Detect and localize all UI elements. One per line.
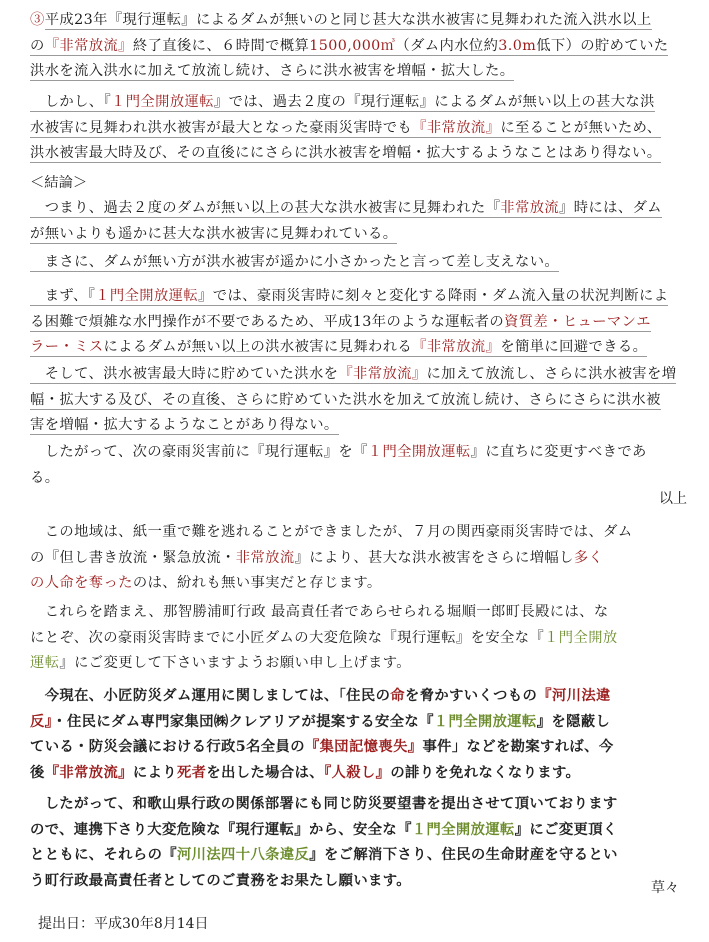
paragraph-conclusion-2: まさに、ダムが無い方が洪水被害が遥かに小さかったと言って差し支えない。 xyxy=(30,254,560,270)
paragraph-therefore: したがって、和歌山県行政の関係部署にも同じ防災要望書を提出させて頂いております ので、連携下さり大変危険な『現行運転』から、安全な『１門全開放運転』にご変更頂く とともに、それらの『河川法四十八条違反』をご解消下さり、住民の生命財産を守るとい う町行政最高責任者としてのご責務をお果たし願います。 xyxy=(30,796,618,889)
paragraph-conclusion-1: つまり、過去２度のダムが無い以上の甚大な洪水被害に見舞われた『非常放流』時には、ダム が無いよりも遥かに甚大な洪水被害に見舞われている。 xyxy=(30,200,662,242)
paragraph-3: ③平成23年『現行運転』によるダムが無いのと同じ甚大な洪水被害に見舞われた流入洪水以上 の『非常放流』終了直後に、６時間で概算1500,000㎥（ダム内水位約3.0m低下）の貯めていた 洪水を流入洪水に加えて放流し続け、さらに洪水被害を増幅・拡大した。 xyxy=(30,12,669,79)
paragraph-request: これらを踏まえ、那智勝浦町行政 最高責任者であらせられる堀順一郎町長殿には、な にとぞ、次の豪雨災害時までに小匠ダムの大変危険な『現行運転』を安全な『１門全開放 運転』にご変更して下さいますようお願い申し上げます。 xyxy=(30,604,618,671)
paragraph-region: この地域は、紙一重で難を逃れることができましたが、７月の関西豪雨災害時では、ダム の『但し書き放流・緊急放流・非常放流』により、甚大な洪水被害をさらに増幅し多く の人命を奪ったのは、紛れも無い事実だと存じます。 xyxy=(30,524,633,591)
circled-3: ③ xyxy=(30,12,45,28)
closing-salutation: 草々 xyxy=(651,880,679,896)
end-mark: 以上 xyxy=(659,491,687,507)
paragraph-conclusion-5: したがって、次の豪雨災害前に『現行運転』を『１門全開放運転』に直ちに変更すべきであ る。 xyxy=(30,444,647,486)
paragraph-conclusion-4: そして、洪水被害最大時に貯めていた洪水を『非常放流』に加えて放流し、さらに洪水被害を増 幅・拡大する及び、その直後、さらに貯めていた洪水を加えて放流し続け、さらにさらに洪水被 害を増幅・拡大するようなことがあり得ない。 xyxy=(30,366,677,433)
submission-date: 提出日：平成30年8月14日 xyxy=(38,916,209,932)
paragraph-however: しかし、『１門全開放運転』では、過去２度の『現行運転』によるダムが無い以上の甚大な洪 水被害に見舞われ洪水被害が最大となった豪雨災害時でも『非常放流』に至ることが無いため、 洪水被害最大時及び、その直後ににさらに洪水被害を増幅・拡大するようなことはあり得ない。 xyxy=(30,94,662,161)
conclusion-heading: ＜結論＞ xyxy=(30,175,88,191)
paragraph-conclusion-3: まず、『１門全開放運転』では、豪雨災害時に刻々と変化する降雨・ダム流入量の状況判断によ る困難で煩雑な水門操作が不要であるため、平成13年のような運転者の資質差・ヒューマンエ ラー・ミスによるダムが無い以上の洪水被害に見舞われる『非常放流』を簡単に回避できる。 xyxy=(30,288,669,355)
paragraph-current: 今現在、小匠防災ダム運用に関しましては、「住民の命を脅かすいくつもの『河川法違 反』・住民にダム専門家集団㈱クレアリアが提案する安全な『１門全開放運転』を隠蔽し ている・防災会議における行政5名全員の『集団記憶喪失』事件」などを勘案すれば、今 後『非常放流』により死者を出した場合は、『人殺し』の誹りを免れなくなります。 xyxy=(30,688,614,781)
